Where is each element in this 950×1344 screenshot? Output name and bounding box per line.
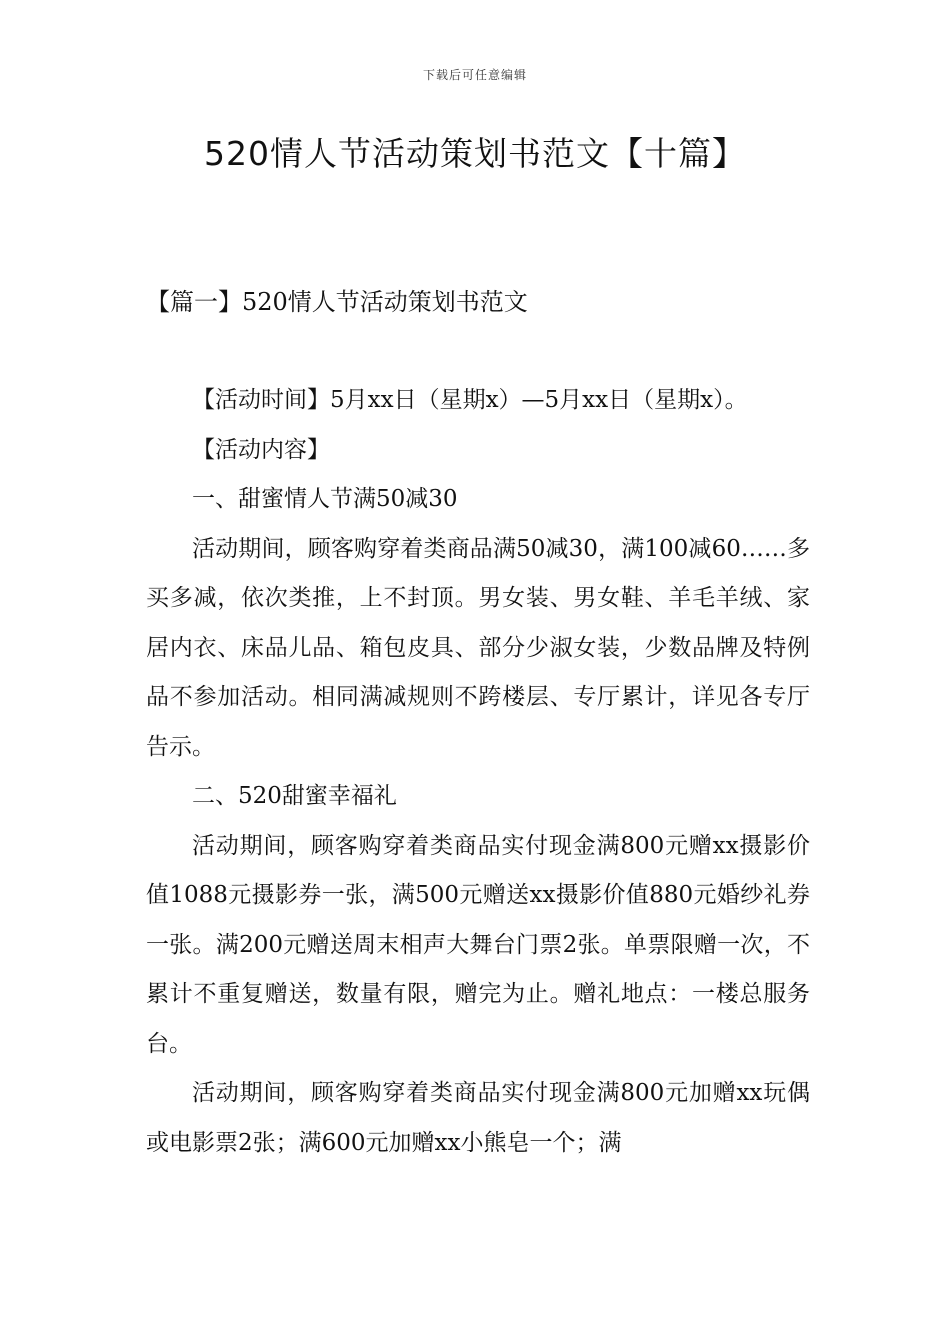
paragraph-item-one-body: 活动期间，顾客购穿着类商品满50减30，满100减60……多买多减，依次类推，上不封顶。男女装、男女鞋、羊毛羊绒、家居内衣、床品儿品、箱包皮具、部分少淑女装，少数品牌及特例品不参加活动。相同满减规则不跨楼层、专厅累计，详见各专厅告示。 [146, 535, 810, 760]
paragraph-item-two-heading: 二、520甜蜜幸福礼 [192, 783, 397, 809]
document-body [146, 376, 810, 1168]
paragraph-item-one-heading: 一、甜蜜情人节满50减30 [192, 486, 458, 512]
paragraph-activity-time: 【活动时间】5月xx日（星期x）—5月xx日（星期x）。 [192, 387, 748, 413]
paragraph-activity-content-heading: 【活动内容】 [192, 436, 330, 463]
header-note: 下载后可任意编辑 [422, 68, 527, 82]
document-title: 520情人节活动策划书范文【十篇】 [204, 134, 746, 173]
section-heading: 【篇一】520情人节活动策划书范文 [146, 288, 528, 316]
paragraph-item-two-body: 活动期间，顾客购穿着类商品实付现金满800元赠xx摄影价值1088元摄影券一张，满500元赠送xx摄影价值880元婚纱礼券一张。满200元赠送周末相声大舞台门票2张。单票限赠一次，不累计不重复赠送，数量有限，赠完为止。赠礼地点：一楼总服务台。 [146, 832, 810, 1057]
paragraph-extra-gift: 活动期间，顾客购穿着类商品实付现金满800元加赠xx玩偶或电影票2张；满600元加赠xx小熊皂一个；满 [146, 1080, 810, 1156]
